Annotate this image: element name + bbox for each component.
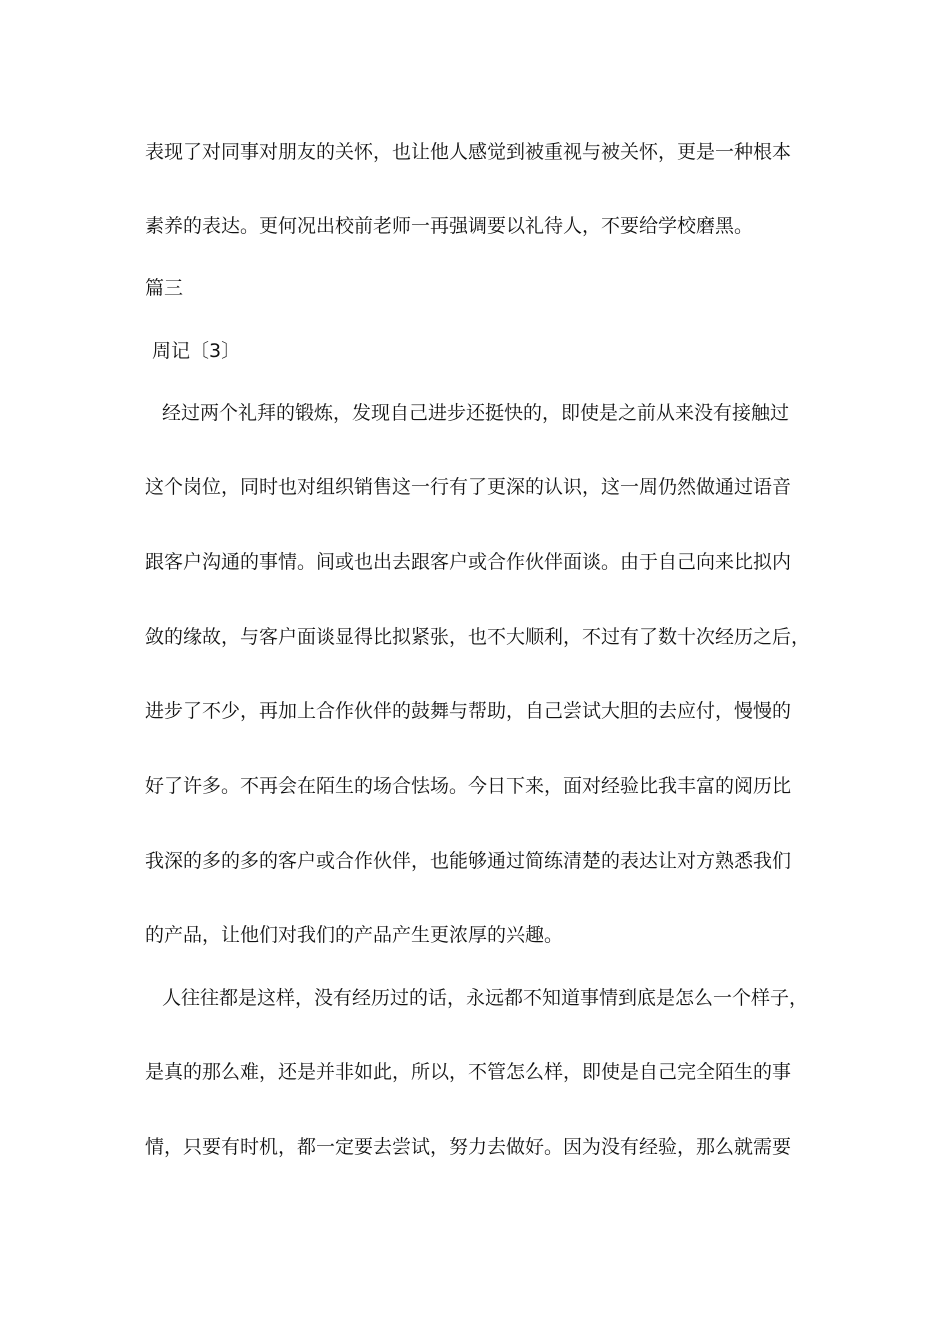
paragraph-line: 这个岗位，同时也对组织销售这一行有了更深的认识，这一周仍然做通过语音: [145, 476, 792, 498]
section-subtitle: 周记〔3〕: [152, 340, 241, 362]
paragraph-line: 经过两个礼拜的锻炼，发现自己进步还挺快的，即使是之前从来没有接触过: [162, 402, 790, 424]
paragraph-line: 我深的多的多的客户或合作伙伴，也能够通过简练清楚的表达让对方熟悉我们: [145, 850, 792, 872]
paragraph-line: 表现了对同事对朋友的关怀，也让他人感觉到被重视与被关怀，更是一种根本: [145, 141, 792, 163]
paragraph-line: 跟客户沟通的事情。间或也出去跟客户或合作伙伴面谈。由于自己向来比拟内: [145, 551, 792, 573]
paragraph-line: 人往往都是这样，没有经历过的话，永远都不知道事情到底是怎么一个样子，: [162, 987, 809, 1009]
paragraph-line: 好了许多。不再会在陌生的场合怯场。今日下来，面对经验比我丰富的阅历比: [145, 775, 792, 797]
paragraph-line: 进步了不少，再加上合作伙伴的鼓舞与帮助，自己尝试大胆的去应付，慢慢的: [145, 700, 792, 722]
paragraph-line: 情，只要有时机，都一定要去尝试，努力去做好。因为没有经验，那么就需要: [145, 1136, 792, 1158]
paragraph-line: 素养的表达。更何况出校前老师一再强调要以礼待人，不要给学校磨黑。: [145, 215, 754, 237]
section-title: 篇三: [145, 277, 184, 299]
paragraph-line: 是真的那么难，还是并非如此，所以，不管怎么样，即使是自己完全陌生的事: [145, 1061, 792, 1083]
paragraph-line: 敛的缘故，与客户面谈显得比拟紧张，也不大顺利，不过有了数十次经历之后，: [145, 626, 811, 648]
paragraph-line: 的产品，让他们对我们的产品产生更浓厚的兴趣。: [145, 924, 564, 946]
